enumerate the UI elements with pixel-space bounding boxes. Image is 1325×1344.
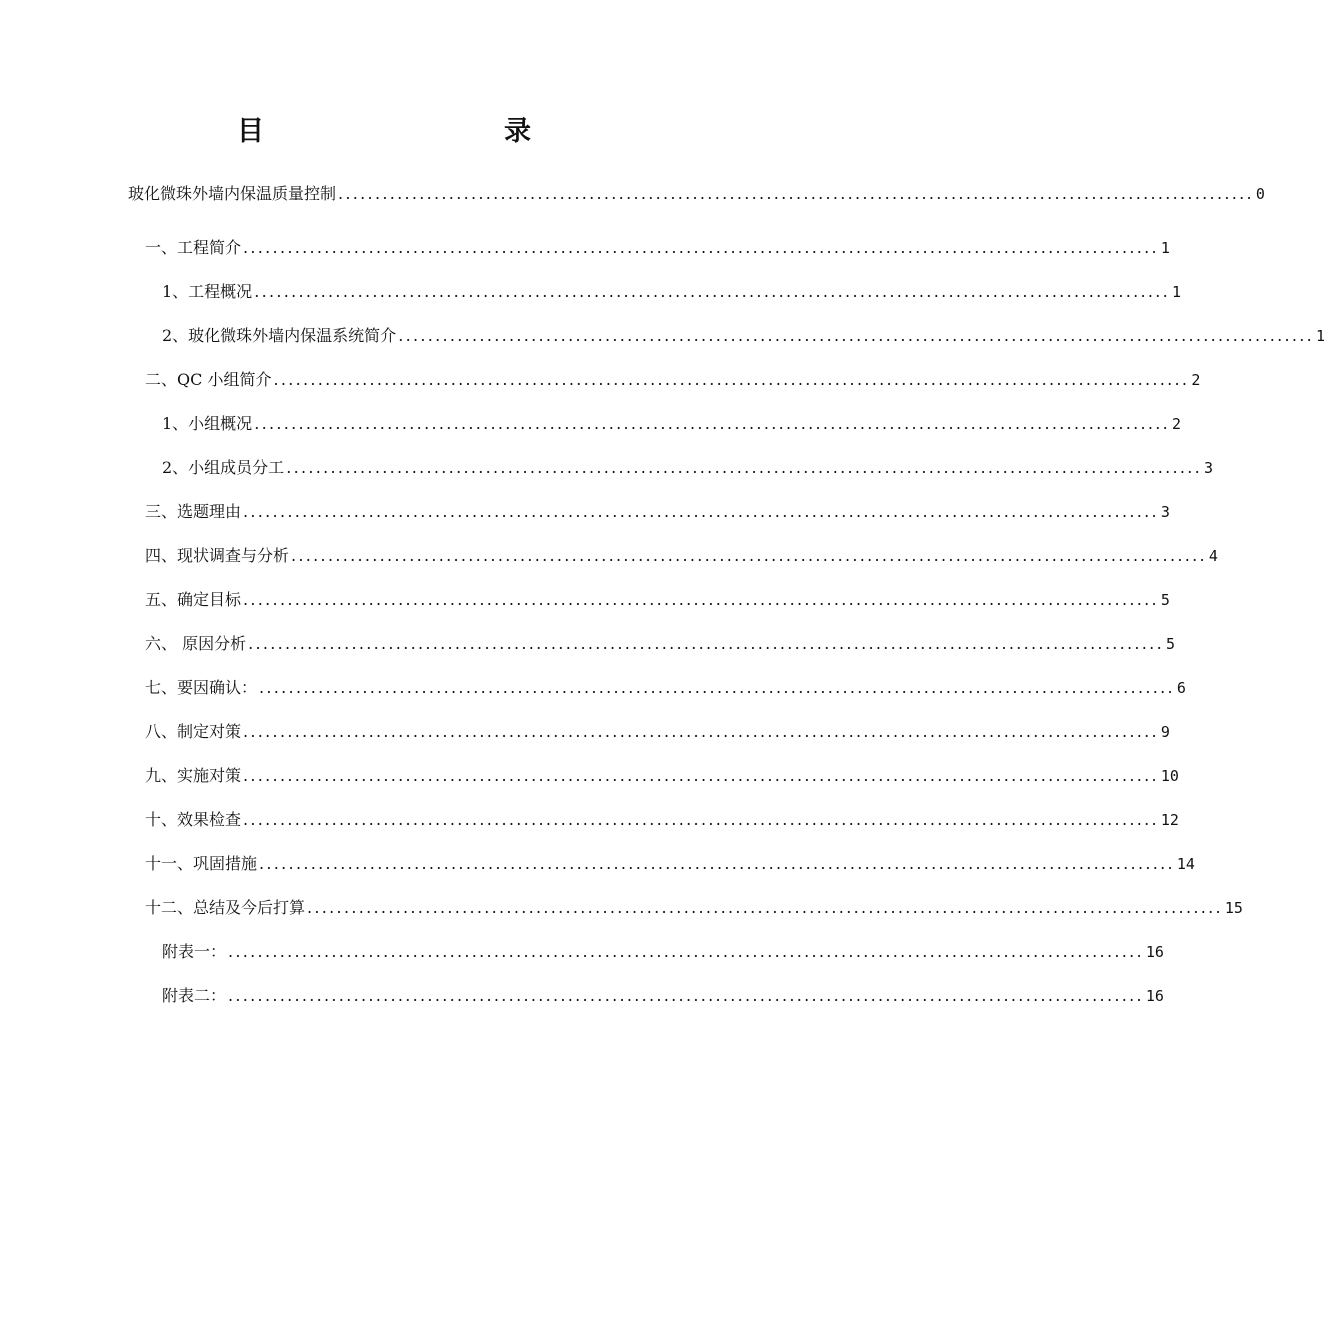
toc-entry-page: 2: [1191, 371, 1201, 389]
toc-entry-label: 附表一：: [162, 942, 227, 961]
toc-entry[interactable]: [162, 983, 1164, 1009]
toc-entry-label: 一、工程简介: [145, 238, 242, 257]
toc-entry-label: 二、QC 小组简介: [145, 370, 272, 389]
toc-leader-dots: ............................................................................................................................: [259, 678, 1175, 697]
toc-entry-label: 1、小组概况: [162, 414, 253, 433]
toc-entry[interactable]: [145, 235, 1170, 261]
toc-entry-page: 1: [1172, 283, 1182, 301]
toc-leader-dots: ............................................................................................................................: [307, 898, 1223, 917]
toc-entry-label: 十、效果检查: [145, 810, 242, 829]
toc-entry-label: 八、制定对策: [145, 722, 242, 741]
toc-entry-label: 七、要因确认：: [145, 678, 258, 697]
toc-entry-label: 三、选题理由: [145, 502, 242, 521]
toc-entry-label: 四、现状调查与分析: [145, 546, 290, 565]
toc-entry-page: 9: [1160, 723, 1170, 741]
toc-entry-label: 九、实施对策: [145, 766, 242, 785]
toc-leader-dots: ............................................................................................................................: [228, 986, 1144, 1005]
toc-entry-page: 0: [1255, 185, 1265, 203]
toc-leader-dots: ............................................................................................................................: [243, 810, 1159, 829]
toc-leader-dots: ............................................................................................................................: [338, 184, 1254, 203]
toc-leader-dots: ............................................................................................................................: [273, 370, 1190, 389]
toc-entry-page: 5: [1165, 635, 1175, 653]
toc-leader-dots: ............................................................................................................................: [398, 326, 1315, 345]
toc-entry-page: 10: [1160, 767, 1179, 785]
toc-entry-label: 1、工程概况: [162, 282, 253, 301]
toc-entry[interactable]: [128, 181, 1265, 207]
toc-entry-page: 1: [1316, 327, 1325, 345]
toc-entry[interactable]: [145, 719, 1170, 745]
toc-entry-page: 3: [1204, 459, 1214, 477]
toc-leader-dots: ............................................................................................................................: [243, 722, 1159, 741]
toc-entry-label: 五、确定目标: [145, 590, 242, 609]
toc-entry-page: 1: [1160, 239, 1170, 257]
toc-title: 目 录: [237, 116, 593, 147]
toc-leader-dots: ............................................................................................................................: [228, 942, 1144, 961]
toc-entry-label: 附表二：: [162, 986, 227, 1005]
toc-leader-dots: ............................................................................................................................: [243, 502, 1159, 521]
toc-entry-label: 2、小组成员分工: [162, 458, 285, 477]
toc-leader-dots: ............................................................................................................................: [243, 590, 1159, 609]
toc-entry[interactable]: [145, 499, 1170, 525]
toc-entry-page: 5: [1160, 591, 1170, 609]
toc-entry-page: 16: [1145, 987, 1164, 1005]
toc-entry-label: 2、玻化微珠外墙内保温系统简介: [162, 326, 397, 345]
toc-leader-dots: ............................................................................................................................: [243, 766, 1159, 785]
toc-entry[interactable]: [145, 631, 1175, 657]
toc-entry-label: 六、 原因分析: [145, 634, 247, 653]
toc-entry[interactable]: [162, 323, 1325, 349]
toc-entry[interactable]: [145, 763, 1179, 789]
toc-entry[interactable]: [145, 367, 1201, 393]
toc-leader-dots: ............................................................................................................................: [254, 414, 1171, 433]
toc-leader-dots: ............................................................................................................................: [286, 458, 1203, 477]
toc-leader-dots: ............................................................................................................................: [243, 238, 1159, 257]
toc-entry-label: 十一、巩固措施: [145, 854, 258, 873]
toc-leader-dots: ............................................................................................................................: [291, 546, 1207, 565]
toc-entry-page: 2: [1172, 415, 1182, 433]
toc-entry-page: 12: [1160, 811, 1179, 829]
toc-entry[interactable]: [145, 543, 1218, 569]
toc-leader-dots: ............................................................................................................................: [254, 282, 1171, 301]
toc-entry[interactable]: [145, 675, 1186, 701]
toc-entry-page: 14: [1176, 855, 1195, 873]
toc-entry[interactable]: [162, 455, 1214, 481]
toc-entry-page: 6: [1176, 679, 1186, 697]
toc-entry-page: 16: [1145, 943, 1164, 961]
toc-entry[interactable]: [145, 587, 1170, 613]
toc-leader-dots: ............................................................................................................................: [248, 634, 1164, 653]
toc-entry-label: 十二、总结及今后打算: [145, 898, 306, 917]
toc-entry[interactable]: [162, 279, 1182, 305]
toc-entry-label: 玻化微珠外墙内保温质量控制: [128, 184, 337, 203]
toc-entry[interactable]: [145, 807, 1179, 833]
toc-entry[interactable]: [162, 939, 1164, 965]
toc-leader-dots: ............................................................................................................................: [259, 854, 1175, 873]
toc-entry-page: 15: [1224, 899, 1243, 917]
toc-entry-page: 3: [1160, 503, 1170, 521]
toc-entry-page: 4: [1208, 547, 1218, 565]
toc-entry[interactable]: [145, 895, 1243, 921]
toc-entry[interactable]: [162, 411, 1182, 437]
toc-entry[interactable]: [145, 851, 1195, 877]
